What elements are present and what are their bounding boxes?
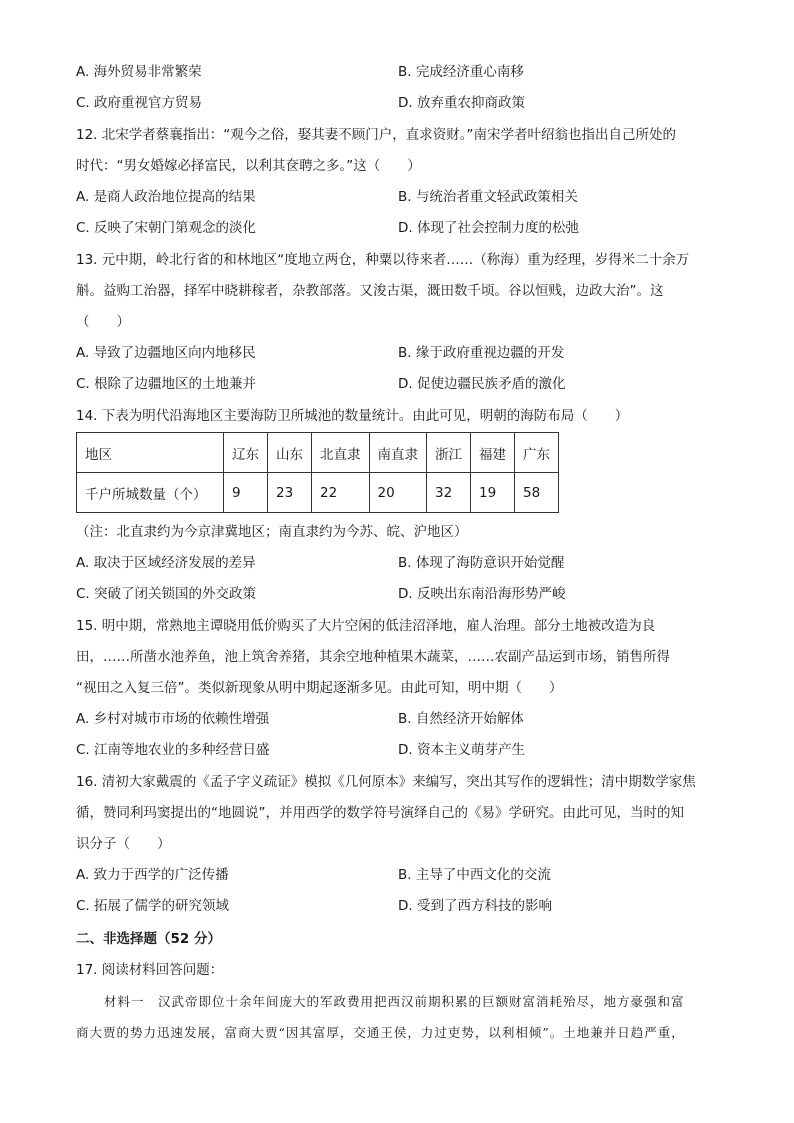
q16-option-b[interactable]: B. 主导了中西文化的交流 — [398, 867, 551, 883]
table-cell: 23 — [268, 473, 312, 513]
table-cell: 32 — [427, 473, 471, 513]
table-cell: 浙江 — [427, 433, 471, 473]
q14-option-a[interactable]: A. 取决于区域经济发展的差异 — [76, 555, 256, 571]
q16-option-d[interactable]: D. 受到了西方科技的影响 — [398, 898, 552, 914]
table-cell: 北直隶 — [312, 433, 370, 473]
q15-stem-line3: “视田之入复三倍”。类似新现象从明中期起逐渐多见。由此可知，明中期（ ） — [76, 680, 563, 696]
table-cell: 19 — [471, 473, 515, 513]
q13-option-c[interactable]: C. 根除了边疆地区的土地兼并 — [76, 376, 257, 392]
q16-option-c[interactable]: C. 拓展了儒学的研究领域 — [76, 898, 230, 914]
table-cell: 福建 — [471, 433, 515, 473]
q12-option-b[interactable]: B. 与统治者重文轻武政策相关 — [398, 189, 578, 205]
q15-option-d[interactable]: D. 资本主义萌芽产生 — [398, 742, 525, 758]
q11-option-c[interactable]: C. 政府重视官方贸易 — [76, 95, 203, 111]
q15-stem-line2: 田，……所凿水池养鱼，池上筑舍养猪，其余空地种植果木蔬菜，……农副产品运到市场，销售所得 — [76, 649, 670, 665]
table-row — [77, 473, 559, 513]
q16-option-a[interactable]: A. 致力于西学的广泛传播 — [76, 867, 229, 883]
q16-stem-line1: 16. 清初大家戴震的《孟子字义疏证》模拟《几何原本》来编写，突出其写作的逻辑性；清中期数学家焦 — [76, 774, 696, 790]
q12-option-d[interactable]: D. 体现了社会控制力度的松弛 — [398, 220, 579, 236]
q13-option-b[interactable]: B. 缘于政府重视边疆的开发 — [398, 345, 565, 361]
table-cell: 22 — [312, 473, 370, 513]
q12-option-a[interactable]: A. 是商人政治地位提高的结果 — [76, 189, 256, 205]
q17-stem: 17. 阅读材料回答问题： — [76, 962, 224, 978]
table-cell: 南直隶 — [369, 433, 427, 473]
q14-option-d[interactable]: D. 反映出东南沿海形势严峻 — [398, 586, 566, 602]
q14-table-note: （注：北直隶约为今京津冀地区；南直隶约为今苏、皖、沪地区） — [76, 524, 468, 540]
q12-stem-line2: 时代：“男女婚嫁必择富民，以利其奁聘之多。”这（ ） — [76, 158, 421, 174]
section-title: 二、非选择题（52 分） — [76, 931, 221, 947]
q16-stem-line3: 识分子（ ） — [76, 836, 171, 852]
q14-option-b[interactable]: B. 体现了海防意识开始觉醒 — [398, 555, 565, 571]
table-cell: 广东 — [515, 433, 559, 473]
q15-stem-line1: 15. 明中期，常熟地主谭晓用低价购买了大片空闲的低洼沼泽地，雇人治理。部分土地被改造为良 — [76, 618, 656, 634]
table-cell: 20 — [369, 473, 427, 513]
q17-material-line2: 商大贾的势力迅速发展，富商大贾“因其富厚，交通王侯，力过吏势，以利相倾”。土地兼并日趋严重， — [76, 1025, 685, 1040]
table-cell: 58 — [515, 473, 559, 513]
table-cell: 地区 — [77, 433, 224, 473]
q13-stem-line2: 斛。益购工治器，择军中晓耕稼者，杂教部落。又浚古渠，溉田数千顷。谷以恒贱，边政大治”。这 — [76, 283, 664, 299]
q13-stem-line1: 13. 元中期，岭北行省的和林地区“度地立两仓，种粟以待来者……（称海）重为经理，岁得米二十余万 — [76, 252, 690, 268]
table-header-row — [77, 433, 559, 473]
q17-material-line1: 材料一 汉武帝即位十余年间庞大的军政费用把西汉前期积累的巨额财富消耗殆尽，地方豪强和富 — [104, 994, 685, 1009]
table-cell: 辽东 — [224, 433, 268, 473]
table-cell: 9 — [224, 473, 268, 513]
q14-option-c[interactable]: C. 突破了闭关锁国的外交政策 — [76, 586, 257, 602]
q12-stem-line1: 12. 北宋学者蔡襄指出：“观今之俗，娶其妻不顾门户，直求资财。”南宋学者叶绍翁也指出自己所处的 — [76, 127, 676, 143]
table-cell: 千户所城数量（个） — [77, 473, 224, 513]
q13-option-d[interactable]: D. 促使边疆民族矛盾的激化 — [398, 376, 566, 392]
q13-option-a[interactable]: A. 导致了边疆地区向内地移民 — [76, 345, 256, 361]
q12-option-c[interactable]: C. 反映了宋朝门第观念的淡化 — [76, 220, 257, 236]
q14-stem-line1: 14. 下表为明代沿海地区主要海防卫所城池的数量统计。由此可见，明朝的海防布局（ ） — [76, 408, 629, 424]
q15-option-a[interactable]: A. 乡村对城市市场的依赖性增强 — [76, 711, 270, 727]
q15-option-c[interactable]: C. 江南等地农业的多种经营日盛 — [76, 742, 270, 758]
q16-stem-line2: 循，赞同利玛窦提出的“地圆说”，并用西学的数学符号演绎自己的《易》学研究。由此可见，当时的知 — [76, 805, 684, 821]
table-cell: 山东 — [268, 433, 312, 473]
q15-option-b[interactable]: B. 自然经济开始解体 — [398, 711, 524, 727]
q11-option-d[interactable]: D. 放弃重农抑商政策 — [398, 95, 525, 111]
q11-option-a[interactable]: A. 海外贸易非常繁荣 — [76, 64, 202, 80]
q13-stem-line3: （ ） — [76, 314, 130, 330]
q14-data-table — [76, 432, 559, 513]
q11-option-b[interactable]: B. 完成经济重心南移 — [398, 64, 524, 80]
